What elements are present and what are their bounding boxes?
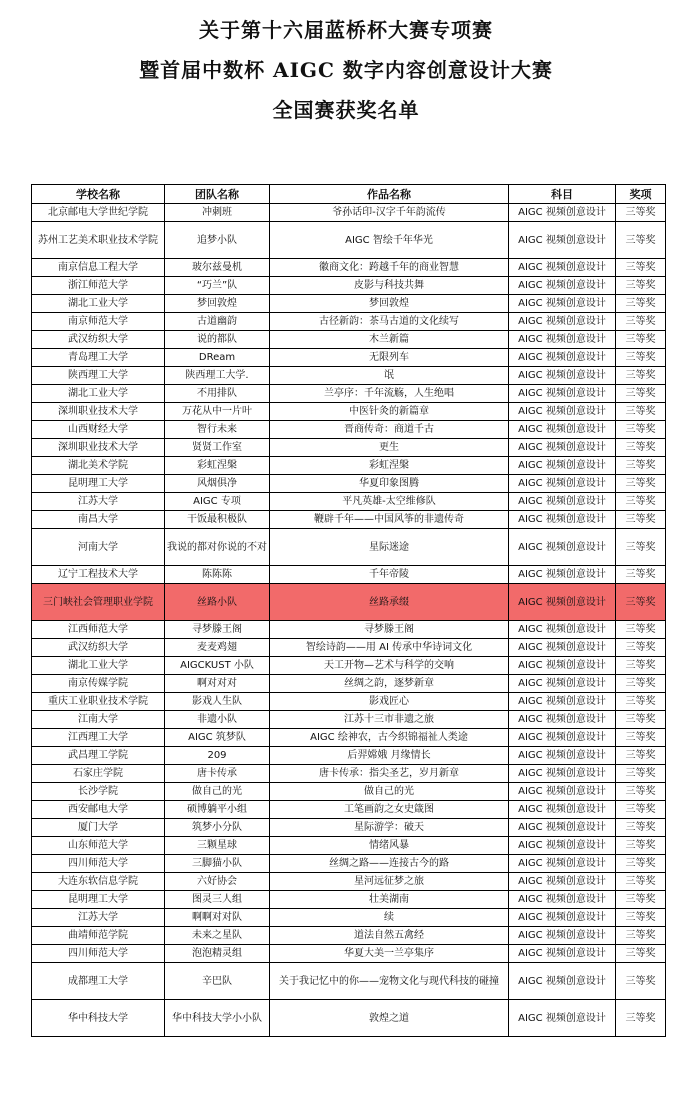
table-row	[32, 711, 666, 729]
cell-team: 玻尔兹曼机	[165, 259, 270, 277]
cell-team: 智行未来	[165, 421, 270, 439]
cell-subject: AIGC 视频创意设计	[509, 493, 616, 511]
cell-subject: AIGC 视频创意设计	[509, 204, 616, 222]
cell-team: 三颗星球	[165, 837, 270, 855]
cell-work: 壮美湖南	[270, 891, 509, 909]
cell-work: AIGC 智绘千年华光	[270, 222, 509, 259]
table-row-highlighted	[32, 584, 666, 621]
table-row	[32, 566, 666, 584]
cell-award: 三等奖	[616, 747, 666, 765]
cell-subject: AIGC 视频创意设计	[509, 621, 616, 639]
table-row	[32, 295, 666, 313]
document-titles	[0, 10, 692, 130]
cell-award: 三等奖	[616, 621, 666, 639]
cell-subject: AIGC 视频创意设计	[509, 511, 616, 529]
cell-school: 江西理工大学	[32, 729, 165, 747]
cell-team: 风烟俱净	[165, 475, 270, 493]
table-row	[32, 421, 666, 439]
cell-work: 关于我记忆中的你——宠物文化与现代科技的碰撞	[270, 963, 509, 1000]
cell-award: 三等奖	[616, 584, 666, 621]
cell-school: 三门峡社会管理职业学院	[32, 584, 165, 621]
cell-award: 三等奖	[616, 693, 666, 711]
cell-team: 麦麦鸡翅	[165, 639, 270, 657]
cell-award: 三等奖	[616, 855, 666, 873]
cell-award: 三等奖	[616, 457, 666, 475]
table-row	[32, 403, 666, 421]
cell-school: 青岛理工大学	[32, 349, 165, 367]
title-line-1: 关于第十六届蓝桥杯大赛专项赛	[199, 18, 493, 42]
cell-award: 三等奖	[616, 837, 666, 855]
cell-award: 三等奖	[616, 385, 666, 403]
cell-school: 昆明理工大学	[32, 891, 165, 909]
cell-school: 石家庄学院	[32, 765, 165, 783]
cell-team: 冲刺班	[165, 204, 270, 222]
cell-school: 南京师范大学	[32, 313, 165, 331]
header-team: 团队名称	[165, 185, 270, 204]
cell-work: 爷孙话印-汉字千年韵流传	[270, 204, 509, 222]
cell-work: 鞭辟千年——中国风筝的非遗传奇	[270, 511, 509, 529]
cell-school: 曲靖师范学院	[32, 927, 165, 945]
cell-team: 图灵三人组	[165, 891, 270, 909]
cell-school: 湖北工业大学	[32, 385, 165, 403]
cell-school: 山东师范大学	[32, 837, 165, 855]
cell-award: 三等奖	[616, 493, 666, 511]
cell-work: 星际迷途	[270, 529, 509, 566]
table-row	[32, 475, 666, 493]
cell-award: 三等奖	[616, 891, 666, 909]
table-row	[32, 945, 666, 963]
cell-subject: AIGC 视频创意设计	[509, 277, 616, 295]
cell-subject: AIGC 视频创意设计	[509, 403, 616, 421]
cell-school: 南京传媒学院	[32, 675, 165, 693]
table-row	[32, 657, 666, 675]
cell-work: 工笔画韵之女史箴图	[270, 801, 509, 819]
cell-team: 我说的都对你说的不对	[165, 529, 270, 566]
header-subject: 科目	[509, 185, 616, 204]
table-row	[32, 313, 666, 331]
cell-school: 长沙学院	[32, 783, 165, 801]
cell-work: 影戏匠心	[270, 693, 509, 711]
table-row	[32, 873, 666, 891]
cell-work: 彩虹涅槃	[270, 457, 509, 475]
cell-subject: AIGC 视频创意设计	[509, 639, 616, 657]
table-row	[32, 819, 666, 837]
cell-team: “巧兰”队	[165, 277, 270, 295]
cell-subject: AIGC 视频创意设计	[509, 927, 616, 945]
cell-award: 三等奖	[616, 421, 666, 439]
cell-subject: AIGC 视频创意设计	[509, 295, 616, 313]
table-row	[32, 439, 666, 457]
cell-team: 辛巴队	[165, 963, 270, 1000]
table-row	[32, 621, 666, 639]
cell-subject: AIGC 视频创意设计	[509, 783, 616, 801]
cell-award: 三等奖	[616, 529, 666, 566]
title-line-3: 全国赛获奖名单	[272, 98, 420, 122]
cell-school: 西安邮电大学	[32, 801, 165, 819]
cell-subject: AIGC 视频创意设计	[509, 711, 616, 729]
cell-team: 六好协会	[165, 873, 270, 891]
cell-subject: AIGC 视频创意设计	[509, 439, 616, 457]
cell-school: 苏州工艺美术职业技术学院	[32, 222, 165, 259]
cell-team: 硕博躺平小组	[165, 801, 270, 819]
cell-work: 星际游学：破天	[270, 819, 509, 837]
table-row	[32, 367, 666, 385]
cell-school: 昆明理工大学	[32, 475, 165, 493]
table-header-row	[32, 185, 666, 204]
title-line-2: 暨首届中数杯 AIGC 数字内容创意设计大赛	[139, 58, 553, 82]
cell-team: 万花从中一片叶	[165, 403, 270, 421]
cell-school: 华中科技大学	[32, 1000, 165, 1037]
cell-work: 千年帝陵	[270, 566, 509, 584]
cell-subject: AIGC 视频创意设计	[509, 819, 616, 837]
cell-team: 三脚猫小队	[165, 855, 270, 873]
cell-team: 梦回敦煌	[165, 295, 270, 313]
cell-school: 江苏大学	[32, 493, 165, 511]
cell-award: 三等奖	[616, 873, 666, 891]
cell-award: 三等奖	[616, 259, 666, 277]
cell-subject: AIGC 视频创意设计	[509, 891, 616, 909]
cell-school: 重庆工业职业技术学院	[32, 693, 165, 711]
cell-team: 说的都队	[165, 331, 270, 349]
cell-school: 江南大学	[32, 711, 165, 729]
table-row	[32, 222, 666, 259]
cell-subject: AIGC 视频创意设计	[509, 693, 616, 711]
cell-team: 干饭最积极队	[165, 511, 270, 529]
cell-work: 木兰新篇	[270, 331, 509, 349]
cell-award: 三等奖	[616, 367, 666, 385]
table-row	[32, 693, 666, 711]
cell-subject: AIGC 视频创意设计	[509, 313, 616, 331]
cell-work: 平凡英雄-太空维修队	[270, 493, 509, 511]
table-row	[32, 331, 666, 349]
cell-work: 江苏十三市非遗之旅	[270, 711, 509, 729]
cell-subject: AIGC 视频创意设计	[509, 457, 616, 475]
cell-award: 三等奖	[616, 295, 666, 313]
cell-subject: AIGC 视频创意设计	[509, 222, 616, 259]
cell-school: 北京邮电大学世纪学院	[32, 204, 165, 222]
cell-work: 后羿嫦娥 月缘情长	[270, 747, 509, 765]
cell-team: 丝路小队	[165, 584, 270, 621]
cell-award: 三等奖	[616, 1000, 666, 1037]
header-school: 学校名称	[32, 185, 165, 204]
cell-team: 筑梦小分队	[165, 819, 270, 837]
table-row	[32, 765, 666, 783]
cell-award: 三等奖	[616, 349, 666, 367]
cell-award: 三等奖	[616, 313, 666, 331]
cell-subject: AIGC 视频创意设计	[509, 909, 616, 927]
cell-team: 未来之星队	[165, 927, 270, 945]
table-row	[32, 349, 666, 367]
cell-work: 做自己的光	[270, 783, 509, 801]
award-table	[31, 184, 666, 1037]
table-row	[32, 204, 666, 222]
cell-award: 三等奖	[616, 945, 666, 963]
cell-subject: AIGC 视频创意设计	[509, 259, 616, 277]
cell-school: 江苏大学	[32, 909, 165, 927]
cell-subject: AIGC 视频创意设计	[509, 331, 616, 349]
cell-school: 深圳职业技术大学	[32, 403, 165, 421]
cell-award: 三等奖	[616, 711, 666, 729]
table-row	[32, 909, 666, 927]
cell-team: 陈陈陈	[165, 566, 270, 584]
cell-school: 南京信息工程大学	[32, 259, 165, 277]
cell-subject: AIGC 视频创意设计	[509, 584, 616, 621]
cell-award: 三等奖	[616, 475, 666, 493]
cell-work: 道法自然五禽经	[270, 927, 509, 945]
cell-team: 古道幽韵	[165, 313, 270, 331]
cell-work: 唐卡传承：指尖圣艺，岁月新章	[270, 765, 509, 783]
cell-subject: AIGC 视频创意设计	[509, 657, 616, 675]
cell-work: 氓	[270, 367, 509, 385]
table-row	[32, 457, 666, 475]
cell-subject: AIGC 视频创意设计	[509, 566, 616, 584]
cell-team: 不用排队	[165, 385, 270, 403]
cell-work: 寻梦滕王阁	[270, 621, 509, 639]
cell-team: 贤贤工作室	[165, 439, 270, 457]
cell-award: 三等奖	[616, 783, 666, 801]
cell-team: 泡泡精灵组	[165, 945, 270, 963]
cell-subject: AIGC 视频创意设计	[509, 675, 616, 693]
cell-award: 三等奖	[616, 403, 666, 421]
header-work: 作品名称	[270, 185, 509, 204]
cell-school: 湖北工业大学	[32, 657, 165, 675]
cell-team: 彩虹涅槃	[165, 457, 270, 475]
cell-school: 辽宁工程技术大学	[32, 566, 165, 584]
cell-school: 深圳职业技术大学	[32, 439, 165, 457]
table-row	[32, 963, 666, 1000]
cell-team: 非遗小队	[165, 711, 270, 729]
cell-team: DReam	[165, 349, 270, 367]
cell-school: 湖北工业大学	[32, 295, 165, 313]
header-award: 奖项	[616, 185, 666, 204]
cell-subject: AIGC 视频创意设计	[509, 385, 616, 403]
cell-work: 华夏印象图腾	[270, 475, 509, 493]
cell-subject: AIGC 视频创意设计	[509, 765, 616, 783]
cell-subject: AIGC 视频创意设计	[509, 421, 616, 439]
cell-school: 武汉纺织大学	[32, 639, 165, 657]
table-row	[32, 675, 666, 693]
cell-school: 武昌理工学院	[32, 747, 165, 765]
cell-work: 中医针灸的新篇章	[270, 403, 509, 421]
cell-award: 三等奖	[616, 511, 666, 529]
cell-team: 209	[165, 747, 270, 765]
table-row	[32, 801, 666, 819]
cell-subject: AIGC 视频创意设计	[509, 729, 616, 747]
cell-school: 河南大学	[32, 529, 165, 566]
cell-work: 更生	[270, 439, 509, 457]
cell-school: 武汉纺织大学	[32, 331, 165, 349]
table-row	[32, 529, 666, 566]
cell-work: 无限列车	[270, 349, 509, 367]
cell-school: 山西财经大学	[32, 421, 165, 439]
cell-team: 啊对对对	[165, 675, 270, 693]
cell-team: 陕西理工大学.	[165, 367, 270, 385]
table-row	[32, 259, 666, 277]
cell-work: 丝路承缀	[270, 584, 509, 621]
cell-subject: AIGC 视频创意设计	[509, 945, 616, 963]
cell-award: 三等奖	[616, 277, 666, 295]
cell-team: AIGC 专项	[165, 493, 270, 511]
cell-school: 湖北美术学院	[32, 457, 165, 475]
cell-school: 厦门大学	[32, 819, 165, 837]
cell-award: 三等奖	[616, 331, 666, 349]
cell-award: 三等奖	[616, 439, 666, 457]
cell-award: 三等奖	[616, 801, 666, 819]
cell-work: 情绪风暴	[270, 837, 509, 855]
cell-award: 三等奖	[616, 729, 666, 747]
cell-subject: AIGC 视频创意设计	[509, 837, 616, 855]
table-row	[32, 747, 666, 765]
cell-team: 啊啊对对队	[165, 909, 270, 927]
cell-work: 兰亭序：千年流觞，人生绝唱	[270, 385, 509, 403]
cell-team: AIGC 筑梦队	[165, 729, 270, 747]
cell-school: 江西师范大学	[32, 621, 165, 639]
cell-school: 大连东软信息学院	[32, 873, 165, 891]
cell-award: 三等奖	[616, 819, 666, 837]
cell-subject: AIGC 视频创意设计	[509, 855, 616, 873]
cell-work: 梦回敦煌	[270, 295, 509, 313]
table-row	[32, 837, 666, 855]
cell-award: 三等奖	[616, 204, 666, 222]
cell-subject: AIGC 视频创意设计	[509, 529, 616, 566]
cell-school: 陕西理工大学	[32, 367, 165, 385]
cell-work: 天工开物—艺术与科学的交响	[270, 657, 509, 675]
cell-school: 四川师范大学	[32, 855, 165, 873]
cell-subject: AIGC 视频创意设计	[509, 1000, 616, 1037]
table-row	[32, 1000, 666, 1037]
cell-award: 三等奖	[616, 566, 666, 584]
table-row	[32, 783, 666, 801]
cell-award: 三等奖	[616, 963, 666, 1000]
cell-school: 四川师范大学	[32, 945, 165, 963]
cell-subject: AIGC 视频创意设计	[509, 475, 616, 493]
table-row	[32, 493, 666, 511]
table-row	[32, 639, 666, 657]
cell-work: 星河远征梦之旅	[270, 873, 509, 891]
cell-subject: AIGC 视频创意设计	[509, 963, 616, 1000]
cell-work: 华夏大美一兰亭集序	[270, 945, 509, 963]
cell-team: 影戏人生队	[165, 693, 270, 711]
cell-award: 三等奖	[616, 639, 666, 657]
cell-award: 三等奖	[616, 909, 666, 927]
table-row	[32, 511, 666, 529]
table-row	[32, 277, 666, 295]
table-body	[32, 204, 666, 1037]
cell-work: 晋商传奇：商道千古	[270, 421, 509, 439]
table-row	[32, 385, 666, 403]
cell-work: 皮影与科技共舞	[270, 277, 509, 295]
cell-team: AIGCKUST 小队	[165, 657, 270, 675]
cell-award: 三等奖	[616, 927, 666, 945]
cell-work: 续	[270, 909, 509, 927]
cell-team: 华中科技大学小小队	[165, 1000, 270, 1037]
cell-subject: AIGC 视频创意设计	[509, 747, 616, 765]
cell-award: 三等奖	[616, 675, 666, 693]
cell-school: 成都理工大学	[32, 963, 165, 1000]
cell-work: 智绘诗韵——用 AI 传承中华诗词文化	[270, 639, 509, 657]
table-row	[32, 891, 666, 909]
cell-work: 丝绸之韵，逐梦新章	[270, 675, 509, 693]
cell-work: 古径新韵：茶马古道的文化续写	[270, 313, 509, 331]
cell-school: 南昌大学	[32, 511, 165, 529]
cell-award: 三等奖	[616, 222, 666, 259]
cell-subject: AIGC 视频创意设计	[509, 349, 616, 367]
cell-award: 三等奖	[616, 657, 666, 675]
cell-school: 浙江师范大学	[32, 277, 165, 295]
table-row	[32, 855, 666, 873]
cell-work: 丝绸之路——连接古今的路	[270, 855, 509, 873]
cell-team: 唐卡传承	[165, 765, 270, 783]
cell-subject: AIGC 视频创意设计	[509, 367, 616, 385]
cell-subject: AIGC 视频创意设计	[509, 801, 616, 819]
cell-team: 做自己的光	[165, 783, 270, 801]
table-row	[32, 729, 666, 747]
cell-subject: AIGC 视频创意设计	[509, 873, 616, 891]
cell-work: 敦煌之道	[270, 1000, 509, 1037]
cell-team: 寻梦滕王阁	[165, 621, 270, 639]
cell-award: 三等奖	[616, 765, 666, 783]
cell-work: AIGC 绘神农，古今织锦福祉人类途	[270, 729, 509, 747]
cell-work: 徽商文化：跨越千年的商业智慧	[270, 259, 509, 277]
table-row	[32, 927, 666, 945]
cell-team: 追梦小队	[165, 222, 270, 259]
